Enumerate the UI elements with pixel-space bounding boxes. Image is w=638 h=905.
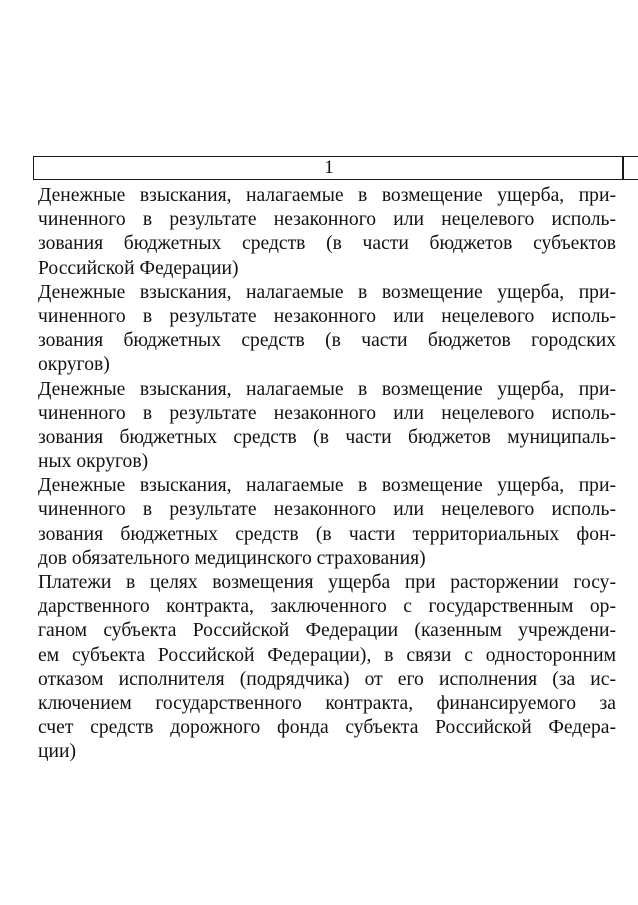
row-text-line: Денежные взыскания, налагаемые в возмещение ущерба, при- bbox=[38, 281, 616, 303]
row-text-line: отказом исполнителя (подрядчика) от его исполнения (за ис- bbox=[38, 668, 616, 690]
row-text-line: Денежные взыскания, налагаемые в возмещение ущерба, при- bbox=[38, 185, 616, 206]
row-text-line: чиненного в результате незаконного или нецелевого исполь- bbox=[38, 209, 616, 231]
row-text-line: ем субъекта Российской Федерации), в связи с односторонним bbox=[38, 644, 616, 666]
row-text-line: Российской Федерации) bbox=[38, 257, 239, 279]
next-column-header-cell bbox=[623, 156, 638, 180]
row-text-line: Денежные взыскания, налагаемые в возмещение ущерба, при- bbox=[38, 475, 616, 497]
table-row bbox=[38, 184, 616, 281]
row-text-line: чиненного в результате незаконного или нецелевого исполь- bbox=[38, 402, 616, 424]
row-text-line: ганом субъекта Российской Федерации (казенным учреждени- bbox=[38, 620, 616, 642]
row-text-line: дов обязательного медицинского страхования) bbox=[38, 547, 426, 569]
table-column-body bbox=[38, 184, 616, 765]
row-text-line: Платежи в целях возмещения ущерба при расторжении госу- bbox=[38, 572, 616, 593]
row-text-line: Денежные взыскания, налагаемые в возмещение ущерба, при- bbox=[38, 378, 616, 400]
table-row bbox=[38, 281, 616, 378]
row-text-line: ключением государственного контракта, финансируемого за bbox=[38, 692, 616, 714]
row-text-line: зования бюджетных средств (в части бюджетов городских bbox=[38, 330, 616, 352]
column-number: 1 bbox=[324, 157, 334, 178]
row-text-line: зования бюджетных средств (в части бюджетов муниципаль- bbox=[38, 426, 616, 448]
table-header-cell bbox=[33, 156, 623, 180]
row-text-line: округов) bbox=[38, 354, 110, 376]
table-row bbox=[38, 378, 616, 475]
table-row bbox=[38, 474, 616, 571]
row-text-line: зования бюджетных средств (в части бюджетов субъектов bbox=[38, 233, 616, 255]
row-text-line: дарственного контракта, заключенного с государственным ор- bbox=[38, 596, 616, 618]
row-text-line: счет средств дорожного фонда субъекта Российской Федера- bbox=[38, 717, 616, 739]
row-text-line: зования бюджетных средств (в части территориальных фон- bbox=[38, 523, 616, 545]
row-text-line: чиненного в результате незаконного или нецелевого исполь- bbox=[38, 499, 616, 521]
row-text-line: ных округов) bbox=[38, 451, 149, 473]
row-text-line: ции) bbox=[38, 741, 76, 763]
table-row bbox=[38, 571, 616, 765]
row-text-line: чиненного в результате незаконного или нецелевого исполь- bbox=[38, 305, 616, 327]
